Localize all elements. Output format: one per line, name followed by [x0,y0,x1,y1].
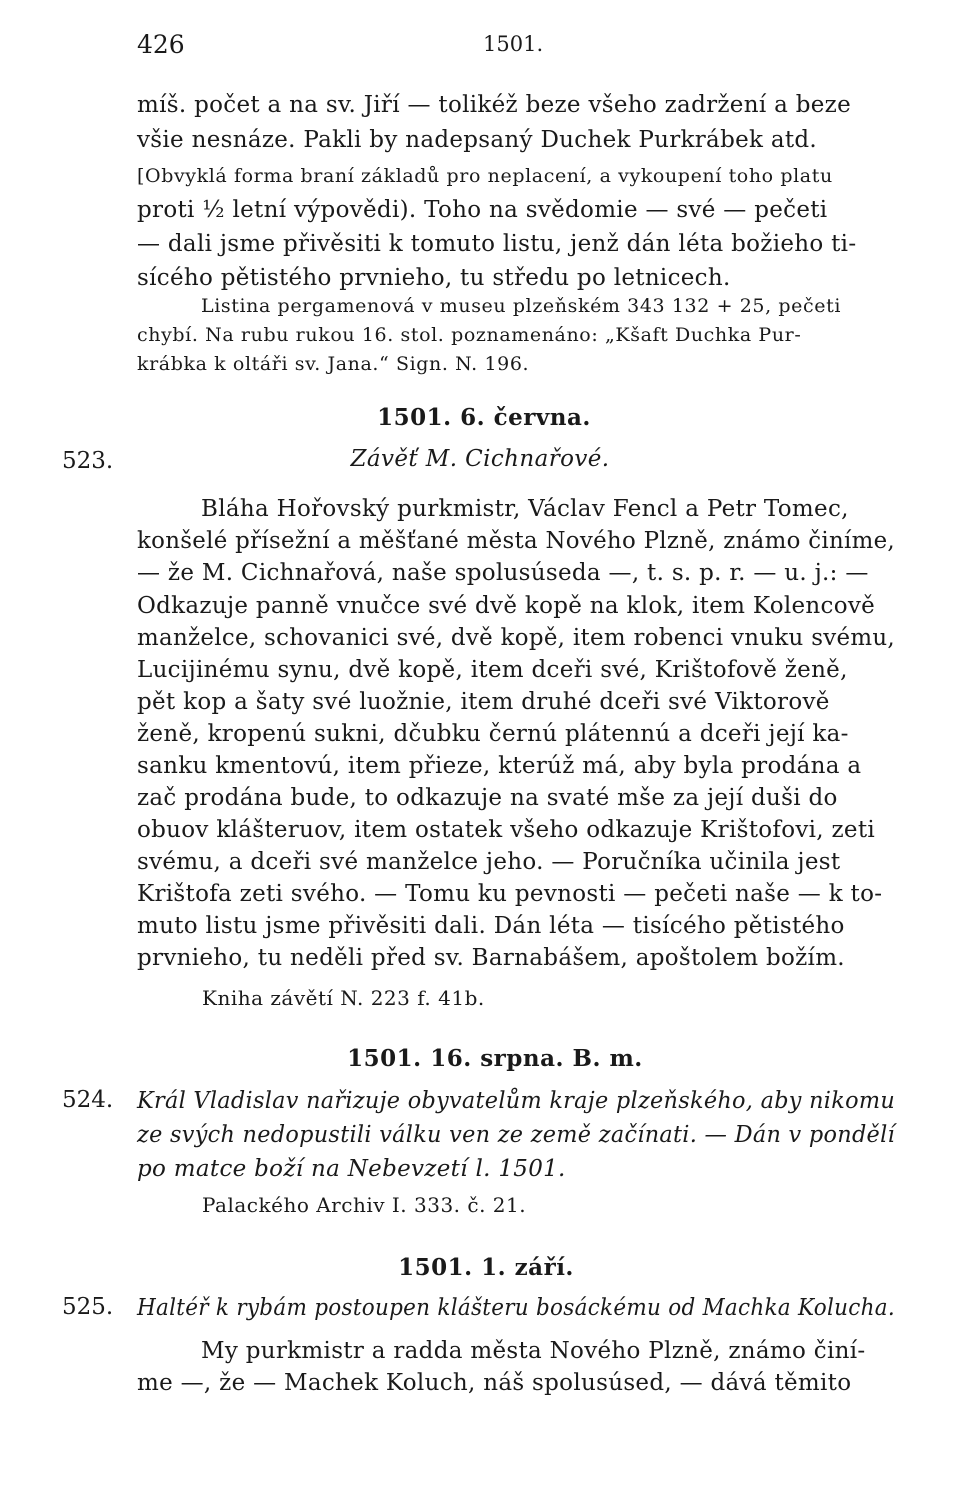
doc-524-date: 1501. 16. srpna. B. m. [347,1045,643,1072]
text-line: [Obvyklá forma braní základů pro neplacení, a vykoupení toho platu [137,165,833,187]
summary-line: Král Vladislav nařizuje obyvatelům kraje plzeňského, aby nikomu [137,1088,896,1114]
text-line: muto listu jsme přivěsiti dali. Dán léta — tisícého pětistého [137,913,845,939]
doc-524-source: Palackého Archiv I. 333. č. 21. [202,1193,527,1217]
text-line: pět kop a šaty své luožnie, item druhé dceři své Viktorově [137,689,830,715]
text-line: všie nesnáze. Pakli by nadepsaný Duchek Purkrábek atd. [137,127,818,153]
note-line: chybí. Na rubu rukou 16. stol. poznamenáno: „Kšaft Duchka Pur- [137,324,802,346]
text-line: proti ½ letní výpovědi). Toho na svědomie — své — pečeti [137,197,828,223]
text-line: Lucijinému synu, dvě kopě, item dceři své, Krištofově ženě, [137,657,848,683]
text-line: sícého pětistého prvnieho, tu středu po letnicech. [137,265,731,291]
text-line: My purkmistr a radda města Nového Plzně, známo činí- [201,1338,866,1364]
text-line: prvnieho, tu neděli před sv. Barnabášem, apoštolem božím. [137,945,845,971]
text-line: obuov klášteruov, item ostatek všeho odkazuje Krištofovi, zeti [137,817,876,843]
text-line: Bláha Hořovský purkmistr, Václav Fencl a Petr Tomec, [201,496,849,522]
text-line: ženě, kropenú sukni, dčubku černú plátennú a dceři její ka- [137,721,849,747]
page-number: 426 [137,30,185,59]
page-header [0,30,960,66]
text-line: míš. počet a na sv. Jiří — tolikéž beze všeho zadržení a beze [137,92,851,118]
summary-line: ze svých nedopustili válku ven ze země začínati. — Dán v pondělí [137,1122,895,1148]
doc-523-source: Kniha závětí N. 223 f. 41b. [202,986,485,1010]
text-line: konšelé přísežní a měšťané města Nového Plzně, známo činíme, [137,528,895,554]
doc-525-number: 525. [62,1294,114,1320]
text-line: Odkazuje panně vnučce své dvě kopě na klok, item Kolencově [137,593,876,619]
doc-523-number: 523. [62,448,114,474]
text-line: Krištofa zeti svého. — Tomu ku pevnosti — pečeti naše — k to- [137,881,883,907]
text-line: — dali jsme přivěsiti k tomuto listu, jenž dán léta božieho ti- [137,231,857,257]
doc-523-date: 1501. 6. června. [377,404,591,431]
text-line: manželce, schovanici své, dvě kopě, item robenci vnuku svému, [137,625,896,651]
running-year: 1501. [483,32,544,56]
text-line: zač prodána bude, to odkazuje na svaté mše za její duši do [137,785,838,811]
text-line: svému, a dceři své manželce jeho. — Poručníka učinila jest [137,849,841,875]
text-line: me —, že — Machek Koluch, náš spolusúsed, — dává těmito [137,1370,852,1396]
summary-line: po matce boží na Nebevzetí l. 1501. [137,1156,566,1182]
note-line: krábka k oltáři sv. Jana.“ Sign. N. 196. [137,353,530,375]
text-line: sanku kmentovú, item přieze, kterúž má, aby byla prodána a [137,753,862,779]
title-line: Haltéř k rybám postoupen klášteru bosáckému od Machka Kolucha. [137,1295,895,1321]
text-line: — že M. Cichnařová, naše spolusúseda —, t. s. p. r. — u. j.: — [137,560,869,586]
doc-523-title: Závěť M. Cichnařové. [350,446,610,472]
doc-524-number: 524. [62,1087,114,1113]
doc-525-date: 1501. 1. září. [398,1254,574,1281]
note-line: Listina pergamenová v museu plzeňském 343 132 + 25, pečeti [201,295,841,317]
